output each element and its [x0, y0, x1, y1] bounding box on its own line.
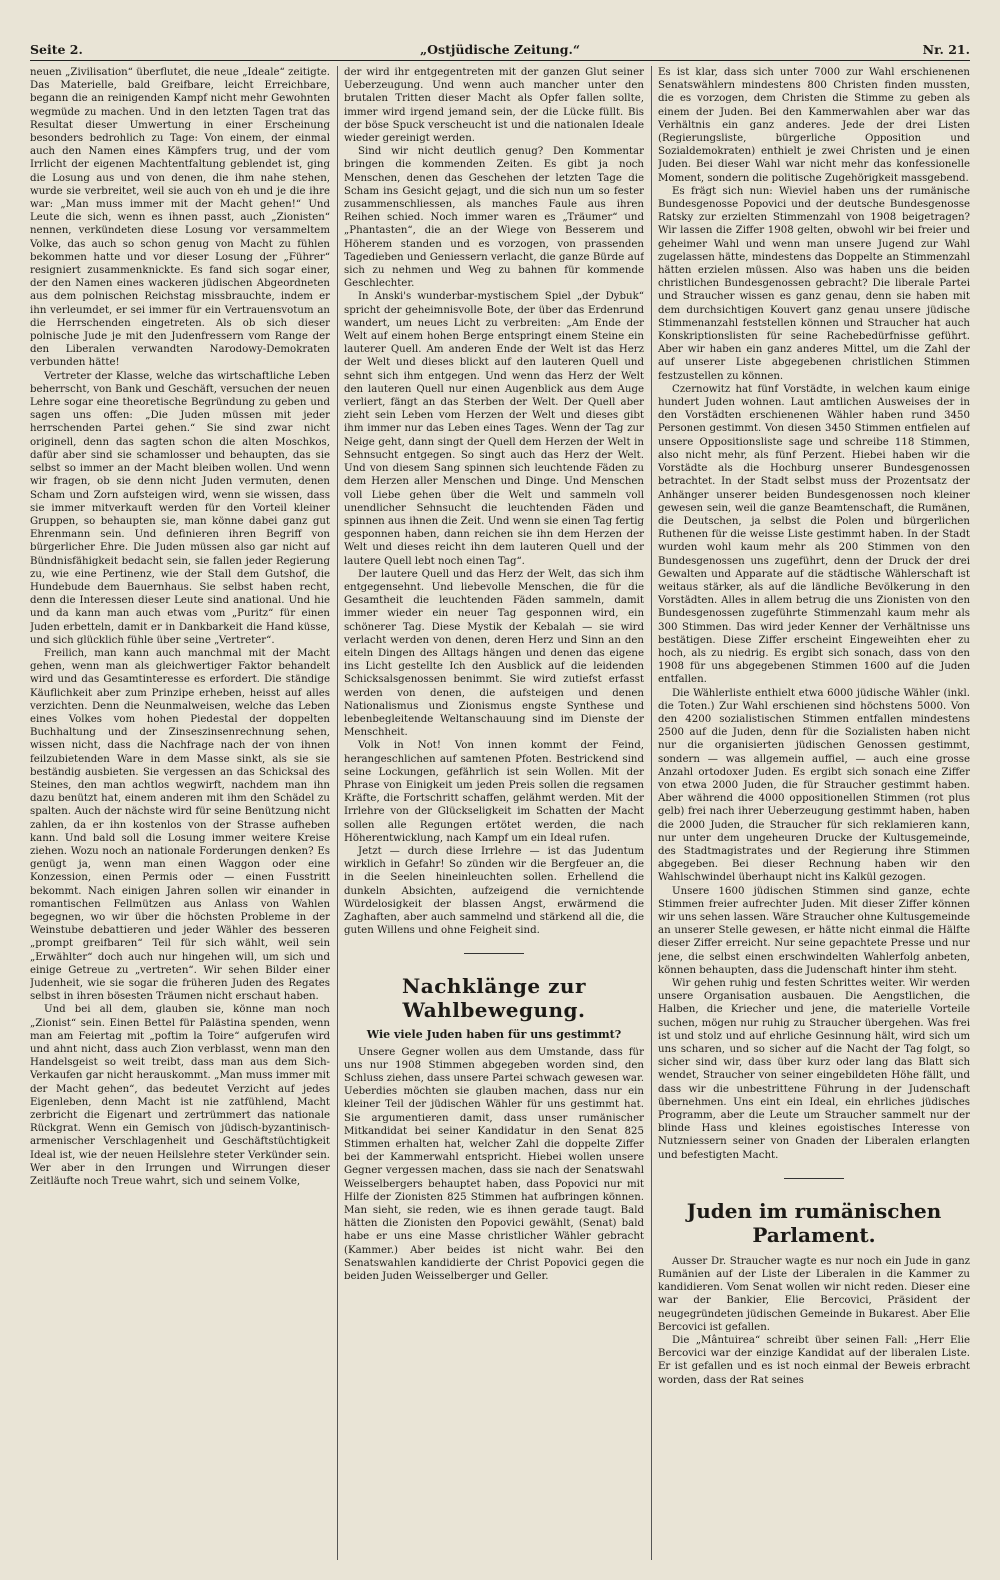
page-number: Seite 2. [30, 42, 83, 57]
paragraph: Czernowitz hat fünf Vorstädte, in welchen kaum einige hundert Juden wohnen. Laut amtlichen Ausweises der in den Vorstädten erschienenen Wähler haben rund 3450 Personen gestimmt. Von diesen 3450 Stimmen entfielen auf unsere Oppositionsliste sage und schreibe 118 Stimmen, also nicht mehr, als fünf Perzent. Hiebei haben wir die Vorstädte als die Hochburg unserer Bundesgenossen betrachtet. In der Stadt selbst muss der Prozentsatz der Anhänger unserer beiden Bundesgenossen noch kleiner gewesen sein, weil die ganze Beamtenschaft, die Rumänen, die Deutschen, ja selbst die Polen und bürgerlichen Ruthenen für die weisse Liste gestimmt haben. In der Stadt wurden wohl kaum mehr als 200 Stimmen von den Bundesgenossen uns zugeführt, denn der Druck der drei Gewalten und Apparate auf die städtische Wählerschaft ist weitaus stärker, als auf die ländliche Bevölkerung in den Vorstädten. Alles in allem betrug die uns Zionisten von den Bundesgenossen zugeführte Stimmenzahl kaum mehr als 300 Stimmen. Das wird jeder Kenner der Verhältnisse uns bestätigen. Diese Ziffer erscheint Eingeweihten eher zu hoch, als zu niedrig. Es ergibt sich sonach, dass von den 1908 für uns abgegebenen Stimmen 1600 auf die Juden entfallen. [658, 383, 970, 686]
paragraph: Jetzt — durch diese Irrlehre — ist das Judentum wirklich in Gefahr! So zünden wir die Bergfeuer an, die in die Seelen hineinleuchten sollen. Erhellend die dunkeln Absichten, aufzeigend die vernichtende Würdelosigkeit der blassen Angst, erwärmend die Zaghaften, aber auch sammelnd und stärkend all die, die guten Willens und ohne Feigheit sind. [344, 845, 644, 937]
issue-number: Nr. 21. [922, 42, 970, 57]
columns [30, 66, 970, 1560]
paragraph: Die „Mântuirea“ schreibt über seinen Fall: „Herr Elie Bercovici war der einzige Kandidat auf der liberalen Liste. Er ist gefallen und es ist noch einmal der Beweis erbracht worden, dass der Rat seines [658, 1335, 970, 1386]
section-divider [464, 953, 524, 954]
paragraph: Ausser Dr. Straucher wagte es nur noch ein Jude in ganz Rumänien auf der Liste der Liberalen in die Kammer zu kandidieren. Vom Senat wollen wir nicht reden. Dieser eine war der Bankier, Elie Bercovici, Präsident der neugegründeten jüdischen Gemeinde in Bukarest. Aber Elie Bercovici ist gefallen. [658, 1255, 970, 1333]
paragraph: Vertreter der Klasse, welche das wirtschaftliche Leben beherrscht, von Bank und Geschäft, versuchen der neuen Lehre sogar eine theoretische Begründung zu geben und sagen uns offen: „Die Juden müssen mit jeder herrschenden Partei gehen.“ Sie sind zwar nicht originell, denn das sagten schon die alten Moschkos, dafür aber sind sie schamlosser und behaupten, das sie selbst so immer an der Macht bleiben wollen. Und wenn wir fragen, ob sie denn nicht Juden vermuten, denen Scham und Zorn aufsteigen wird, wenn sie wissen, dass sie immer mitverkauft werden für den Vorteil kleiner Gruppen, so behaupten sie, man könne dabei ganz gut Ehrenmann sein. Und definieren ihren Begriff von bürgerlicher Ehre. Die Juden müssen also gar nicht auf Bündnisfähigkeit bedacht sein, sie fallen jeder Regierung zu, wie eine Pertinenz, wie der Stall dem Gutshof, die Hundebude dem Bauernhaus. Sie selbst haben recht, denn die Interessen dieser Leute sind anational. Und hie und da kann man auch etwas vom „Puritz“ für einen Juden erbetteln, damit er in Dankbarkeit die Hand küsse, und sich glücklich fühle über seine „Vertreter“. [30, 370, 330, 646]
paragraph: Unsere Gegner wollen aus dem Umstande, dass für uns nur 1908 Stimmen abgegeben worden sind, den Schluss ziehen, dass unsere Partei schwach gewesen war. Ueberdies möchten sie glauben machen, dass nur ein kleiner Teil der jüdischen Wähler für uns gestimmt hat. Sie argumentieren damit, dass unser rumänischer Mitkandidat bei seiner Kandidatur in den Senat 825 Stimmen erhalten hat, welcher Zahl die doppelte Ziffer bei der Kammerwahl entspricht. Hiebei wollen unsere Gegner vergessen machen, dass sie nach der Senatswahl Weisselbergers behauptet haben, dass Popovici nur mit Hilfe der Zionisten 825 Stimmen hat aufbringen können. Man sieht, sie reden, wie es ihnen gerade taugt. Bald hätten die Zionisten den Popovici gewählt, (Senat) bald habe er uns eine Masse christlicher Wähler gebracht (Kammer.) Aber beides ist nicht wahr. Bei den Senatswahlen kandidierte der Christ Popovici gegen die beiden Juden Weisselberger und Geller. [344, 1046, 644, 1283]
newspaper-title: „Ostjüdische Zeitung.“ [419, 42, 581, 57]
paragraph: Freilich, man kann auch manchmal mit der Macht gehen, wenn man als gleichwertiger Faktor behandelt wird und das Gesamtinteresse es erfordert. Die ständige Käuflichkeit aber zum Prinzipe erheben, heisst auf alles verzichten. Denn die Neunmalweisen, welche das Leben eines Volkes vom hohen Piedestal der doppelten Buchhaltung und der Zinseszinsenrechnung sehen, wissen nicht, dass die Nachfrage nach der von ihnen feilzubietenden Ware in dem Masse sinkt, als sie sie beständig ausbieten. Sie vergessen an das Schicksal des Steines, den man achtlos wegwirft, nachdem man ihn dazu benützt hat, einem anderen mit ihm den Schädel zu spalten. Auch der nächste wird für seine Benützung nicht zahlen, da er ihn kostenlos von der Strasse aufheben kann. Und bald soll die Losung immer weitere Kreise ziehen. Wozu noch an nationale Forderungen denken? Es genügt ja, wenn man einen Waggon oder eine Konzession, einen Permis oder — einen Fusstritt bekommt. Nach einigen Jahren sollen wir einander in romantischen Fellmützen aus Anlass von Wahlen begegnen, wo wir über die höchsten Probleme in der Weinstube debattieren und jeder Wähler des besseren „prompt greifbaren“ Teil für sich wählt, weil sein „Erwählter“ doch auch nur hingehen will, um sich und einige Getreue zu „vertreten“. Wir sehen Bilder einer Judenheit, wie sie sogar die früheren Juden des Regates selbst in ihren bösesten Träumen nicht erschaut haben. [30, 647, 330, 1003]
column-divider [651, 66, 652, 1560]
paragraph: Unsere 1600 jüdischen Stimmen sind ganze, echte Stimmen freier aufrechter Juden. Mit dieser Ziffer können wir uns sehen lassen. Wäre Straucher ohne Kultusgemeinde an unserer Stelle gewesen, er hätte nicht einmal die Hälfte dieser Ziffer erreicht. Nur seine gepachtete Presse und nur jene, die selbst einen erschwindelten Wahlerfolg anbeten, können behaupten, dass die Judenschaft hinter ihm steht. [658, 885, 970, 976]
paragraph: Der lautere Quell und das Herz der Welt, das sich ihm entgegensehnt. Und liebevolle Menschen, die für die Gesamtheit die leuchtenden Fäden sammeln, damit immer wieder ein neuer Tag gesponnen wird, ein schönerer Tag. Diese Mystik der Kebalah — sie wird verlacht werden von denen, deren Herz und Sinn an den eiteln Dingen des Alltags hängen und denen das eigene ins Licht gestellte Ich den Ausblick auf die leidenden Schicksalsgenossen benimmt. Sie wird zutiefst erfasst werden von denen, die aufsteigen und denen Nationalismus und Zionismus engste Synthese und lebenbegleitende Weltanschauung sind im Dienste der Menschheit. [344, 568, 644, 739]
paragraph: Und bei all dem, glauben sie, könne man noch „Zionist“ sein. Einen Bettel für Palästina spenden, wenn man am Feiertag mit „poftim la Toire“ aufgerufen wird und ahnt nicht, dass auch Zion verblasst, wenn man den Handelsgeist so weit treibt, dass man aus dem Sich-Verkaufen gar nicht herauskommt. „Man muss immer mit der Macht gehen“, das bedeutet Verzicht auf jedes Eigenleben, denn Macht ist nie zatfühlend, Macht zerbricht die Eigenart und zertrümmert das nationale Rückgrat. Wenn ein Gemisch von jüdisch-byzantinisch-armenischer Verschlagenheit und Geschäftstüchtigkeit Ideal ist, wie der neuen Heilslehre steter Verkünder sein. Wer aber in den Irrungen und Wirrungen dieser Zeitläufte noch Treue wahrt, sich und seinem Volke, [30, 1004, 330, 1188]
paragraph: Volk in Not! Von innen kommt der Feind, herangeschlichen auf samtenen Pfoten. Bestrickend sind seine Lockungen, gefährlich ist sein Wollen. Mit der Phrase von Einigkeit um jeden Preis sollen die regsamen Kräfte, die Fortschritt schaffen, gelähmt werden. Mit der Irrlehre von der Glückseligkeit im Schatten der Macht sollen alle Regungen ertötet werden, die nach Höherentwicklung, nach Kampf um ein Ideal rufen. [344, 740, 644, 844]
paragraph: Es frägt sich nun: Wieviel haben uns der rumänische Bundesgenosse Popovici und der deutsche Bundesgenosse Ratsky zur erzielten Stimmenzahl von 1908 beigetragen? Wir lassen die Ziffer 1908 gelten, obwohl wir bei freier und geheimer Wahl und wenn man unsere Jugend zur Wahl zugelassen hätte, mindestens das Doppelte an Stimmenzahl hätten erzielen müssen. Also was haben uns die beiden christlichen Bundesgenossen gebracht? Die liberale Partei und Straucher wissen es ganz genau, denn sie haben mit dem durchsichtigen Kouvert ganz genau unsere jüdische Stimmenanzahl feststellen können und Straucher hat auch Konskriptionslisten für seine Rachebedürfnisse geführt. Aber wir haben ein ganz anderes Mittel, um die Zahl der auf unserer Liste abgegebenen christlichen Stimmen festzustellen zu können. [658, 185, 970, 382]
page-header [30, 42, 970, 61]
section-heading: Nachklänge zur Wahlbewegung. [401, 974, 587, 1023]
section-divider [784, 1178, 844, 1179]
paragraph: der wird ihr entgegentreten mit der ganzen Glut seiner Ueberzeugung. Und wenn auch mancher unter den brutalen Tritten dieser Macht als Opfer fallen sollte, immer wird irgend jemand sein, der die Lücke füllt. Bis der böse Spuck verscheucht ist und die nationalen Ideale wieder gereinigt werden. [344, 67, 644, 145]
column-divider [337, 66, 338, 1560]
paragraph: neuen „Zivilisation“ überflutet, die neue „Ideale“ zeitigte. Das Materielle, bald Greifbare, leicht Erreichbare, begann die an reinigenden Kampf nicht mehr Gewohnten wegmüde zu machen. Und in den letzten Tagen trat das Resultat dieser Umwertung in einer Erscheinung besonders bedrohlich zu Tage: Von einem, der einmal auch den Namen eines Kämpfers trug, und der vom Irrlicht der eigenen Machtentfaltung geblendet ist, ging die Losung aus und von denen, die ihm nahe stehen, wurde sie verbreitet, weil sie auch von eh und je die ihre war: „Man muss immer mit der Macht gehen!“ Und Leute die sich, wenn es ihnen passt, auch „Zionisten“ nennen, verkündeten diese Losung vor versammeltem Volke, das auch so schon genug von Macht zu fühlen bekommen hatte und vor dieser Losung der „Führer“ resigniert zusammenknickte. Es fand sich sogar einer, der den Namen eines wackeren jüdischen Abgeordneten aus dem polnischen Reichstag missbrauchte, indem er ihn verleumdet, er sei immer für ein Vertrauensvotum an die Herrschenden eingetreten. Als ob sich dieser polnische Jude je mit den Judenfressern vom Range der den Liberalen verwandten Narodowy-Demokraten verbunden hätte! [30, 67, 330, 369]
section-heading: Juden im rumänischen Parlament. [686, 1198, 942, 1247]
column-1 [30, 66, 330, 1560]
paragraph: Sind wir nicht deutlich genug? Den Kommentar bringen die kommenden Zeiten. Es gibt ja noch Menschen, denen das Geschehen der letzten Tage die Scham ins Gesicht gejagt, und die sich nun um so fester zusammenschliessen, als manches Faule aus ihren Reihen schied. Noch immer waren es „Träumer“ und „Phantasten“, die an der Wiege von Besserem und Höherem standen und es vorzogen, von prassenden Tagedieben und Geniessern verlacht, die ganze Bürde auf sich zu nehmen und Weg zu bahnen für kommende Geschlechter. [344, 146, 644, 290]
section-subheading: Wie viele Juden haben für uns gestimmt? [366, 1028, 622, 1042]
paragraph: Die Wählerliste enthielt etwa 6000 jüdische Wähler (inkl. die Toten.) Zur Wahl erschienen sind höchstens 5000. Von den 4200 sozialistischen Stimmen entfallen mindestens 2500 auf die Juden, denn für die Sozialisten haben nicht nur die organisierten jüdischen Genossen gestimmt, sondern — was allgemein auffiel, — auch eine grosse Anzahl ortodoxer Juden. Es ergibt sich sonach eine Ziffer von etwa 2000 Juden, die für Straucher gestimmt haben. Aber während die 4000 oppositionellen Stimmen (rot plus gelb) frei nach ihrer Ueberzeugung gestimmt haben, haben die 2000 Juden, die Straucher für sich reklamieren kann, nur unter dem ungeheuren Drucke der Kultusgemeinde, des Stadtmagistrates und der Regierung ihre Stimmen abgegeben. Bei dieser Rechnung haben wir den Wahlschwindel überhaupt nicht ins Kalkül gezogen. [658, 687, 970, 884]
column-3 [658, 66, 970, 1560]
paragraph: In Anski's wunderbar-mystischem Spiel „der Dybuk“ spricht der geheimnisvolle Bote, der über das Erdenrund wandert, um neues Licht zu verbreiten: „Am Ende der Welt auf einem hohen Berge entspringt einem Steine ein lauterer Quell. Am anderen Ende der Welt ist das Herz der Welt und dieses blickt auf den lauteren Quell und sehnt sich ihm entgegen. Und wenn das Herz der Welt den lauteren Quell nur einen Augenblick aus dem Auge verliert, fängt an das Sterben der Welt. Der Quell aber zieht sein Leben vom Herzen der Welt und dieses gibt ihm immer nur das Leben eines Tages. Wenn der Tag zur Neige geht, dann singt der Quell dem Herzen der Welt in Sehnsucht entgegen. So singt auch das Herz der Welt. Und von diesem Sang spinnen sich leuchtende Fäden zu dem Herzen aller Menschen und Dinge. Und Menschen voll Liebe gehen über die Welt und sammeln voll unendlicher Sehnsucht die leuchtenden Fäden und spinnen aus ihnen die Zeit. Und wenn sie einen Tag fertig gesponnen haben, dann reichen sie ihn dem Herzen der Welt und dieses reicht ihn dem lauteren Quell und der lautere Quell lebt noch einen Tag“. [344, 291, 644, 567]
paragraph: Es ist klar, dass sich unter 7000 zur Wahl erschienenen Senatswählern mindestens 800 Christen finden mussten, die es vorzogen, dem Christen die Stimme zu geben als einem der Juden. Bei den Kammerwahlen aber war das Verhältnis ein ganz anderes. Jede der drei Listen (Regierungsliste, bürgerliche Opposition und Sozialdemokraten) enthielt je zwei Christen und je einen Juden. Bei dieser Wahl war nicht mehr das konfessionelle Moment, sondern die politische Zugehörigkeit massgebend. [658, 67, 970, 184]
paragraph: Wir gehen ruhig und festen Schrittes weiter. Wir werden unsere Organisation ausbauen. Die Aengstlichen, die Halben, die Kriecher und jene, die materielle Vorteile suchen, mögen nur ruhig zu Straucher übergehen. Was frei ist und stolz und auf ehrliche Gesinnung hält, wird sich um uns scharen, und so sicher auf die Nacht der Tag folgt, so sicher sind wir, dass über kurz oder lang das Blatt sich wendet, Straucher von seiner eingebildeten Höhe fällt, und dass wir die unbestrittene Führung in der Judenschaft übernehmen. Uns eint ein Ideal, ein ehrliches jüdisches Programm, aber die Leute um Straucher sammelt nur der blinde Hass und kleines egoistisches Interesse von Nutzniessern seiner von Gnaden der Liberalen erlangten und befestigten Macht. [658, 978, 970, 1161]
column-2 [344, 66, 644, 1560]
